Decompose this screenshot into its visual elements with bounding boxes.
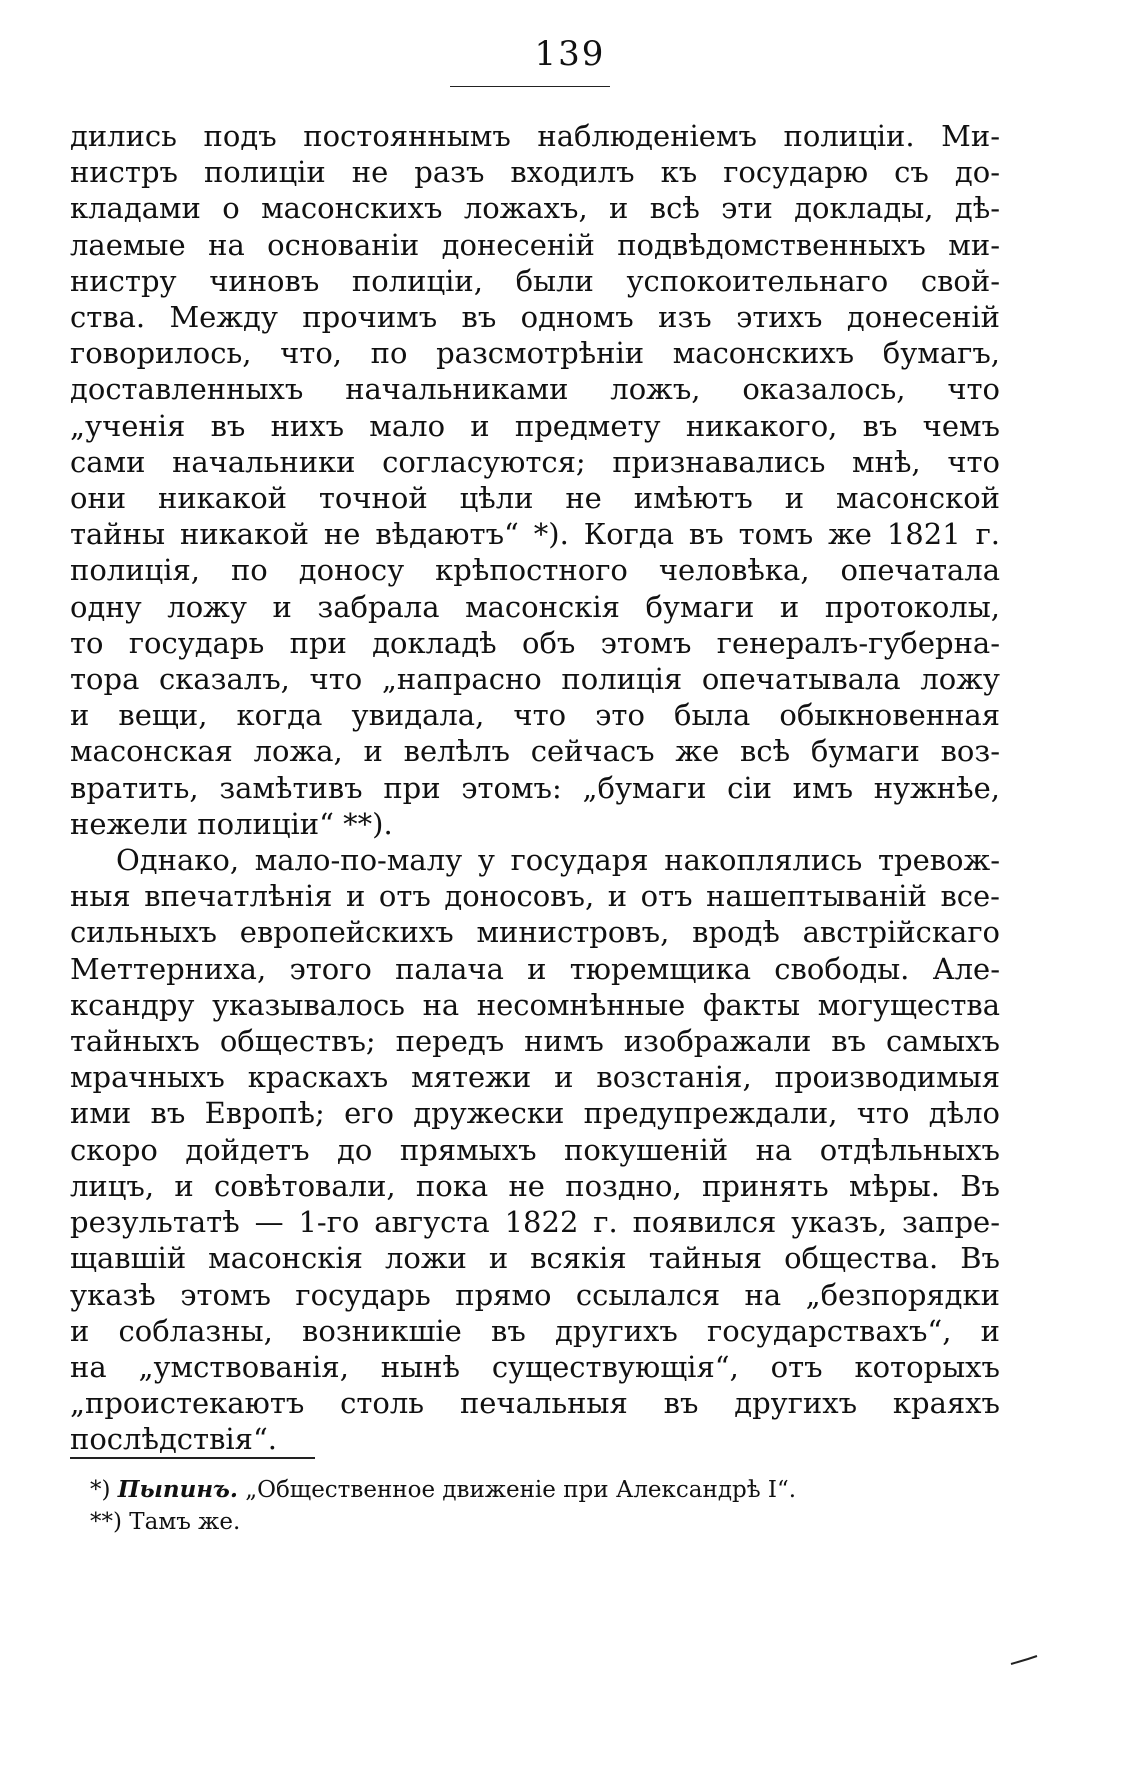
text-line: доставленныхъ начальниками ложъ, оказалось, что	[70, 372, 1000, 407]
text-line: нистру чиновъ полиціи, были успокоительнаго свой-	[70, 263, 1000, 298]
text-line: скоро дойдетъ до прямыхъ покушеній на отдѣльныхъ	[70, 1132, 1000, 1167]
text-line: ими въ Европѣ; его дружески предупреждали, что дѣло	[70, 1096, 1000, 1131]
text-line: говорилось, что, по разсмотрѣніи масонскихъ бумагъ,	[70, 336, 1000, 371]
text-line: результатѣ — 1-го августа 1822 г. появился указъ, запре-	[70, 1205, 1000, 1240]
footnote-text: Тамъ же.	[129, 1509, 241, 1535]
text-line: полиція, по доносу крѣпостного человѣка, опечатала	[70, 553, 1000, 588]
text-line: одну ложу и забрала масонскія бумаги и протоколы,	[70, 589, 1000, 624]
text-line: ныя впечатлѣнія и отъ доносовъ, и отъ нашептываній все-	[70, 879, 1000, 914]
text-line: масонская ложа, и велѣлъ сейчасъ же всѣ бумаги воз-	[70, 734, 1000, 769]
text-line: тайны никакой не вѣдаютъ“ *). Когда въ томъ же 1821 г.	[70, 517, 1000, 552]
text-line: лицъ, и совѣтовали, пока не поздно, принять мѣры. Въ	[70, 1168, 1000, 1203]
body-text	[70, 118, 1000, 1458]
text-line: сами начальники согласуются; признавались мнѣ, что	[70, 444, 1000, 479]
footnote-marker: **)	[90, 1509, 122, 1535]
text-line: тора сказалъ, что „напрасно полиція опечатывала ложу	[70, 662, 1000, 697]
text-line: то государь при докладѣ объ этомъ генералъ-губерна-	[70, 625, 1000, 660]
page-number: 139	[534, 34, 606, 74]
paragraph	[70, 118, 1000, 842]
footnote-author: Пыпинъ.	[117, 1476, 238, 1503]
text-line: „проистекаютъ столь печальныя въ другихъ краяхъ	[70, 1386, 1000, 1421]
print-mark	[1010, 1655, 1038, 1665]
text-line: лаемые на основаніи донесеній подвѣдомственныхъ ми-	[70, 227, 1000, 262]
text-line: вратить, замѣтивъ при этомъ: „бумаги сіи имъ нужнѣе,	[70, 770, 1000, 805]
text-line: дились подъ постояннымъ наблюденіемъ полиціи. Ми-	[70, 119, 1000, 153]
text-line: ксандру указывалось на несомнѣнные факты могущества	[70, 987, 1000, 1022]
text-line: щавшій масонскія ложи и всякія тайныя общества. Въ	[70, 1241, 1000, 1276]
footnote-text: „Общественное движеніе при Александрѣ I“.	[245, 1477, 797, 1503]
text-line: нежели полиціи“ **).	[70, 806, 393, 841]
text-line: ства. Между прочимъ въ одномъ изъ этихъ донесеній	[70, 300, 1000, 335]
text-line: и соблазны, возникшіе въ другихъ государствахъ“, и	[70, 1313, 1000, 1348]
text-line: и вещи, когда увидала, что это была обыкновенная	[70, 698, 1000, 733]
text-line: послѣдствія“.	[70, 1422, 278, 1457]
footnotes	[90, 1474, 990, 1538]
text-line: указѣ этомъ государь прямо ссылался на „безпорядки	[70, 1277, 1000, 1312]
footnote-marker: *)	[90, 1477, 111, 1503]
text-line: Меттерниха, этого палача и тюремщика свободы. Але-	[70, 951, 1000, 986]
footnote	[90, 1506, 990, 1538]
footnote	[90, 1474, 990, 1506]
text-line: кладами о масонскихъ ложахъ, и всѣ эти доклады, дѣ-	[70, 191, 1000, 226]
paragraph	[70, 842, 1000, 1457]
text-line: на „умствованія, нынѣ существующія“, отъ которыхъ	[70, 1349, 1000, 1384]
text-line: „ученія въ нихъ мало и предмету никакого, въ чемъ	[70, 408, 1000, 443]
text-line: нистръ полиціи не разъ входилъ къ государю съ до-	[70, 155, 1000, 190]
text-line: они никакой точной цѣли не имѣютъ и масонской	[70, 481, 1000, 516]
text-line: тайныхъ обществъ; передъ нимъ изображали въ самыхъ	[70, 1024, 1000, 1059]
page-header	[0, 34, 1140, 74]
header-rule	[450, 86, 610, 87]
text-line: мрачныхъ краскахъ мятежи и возстанія, производимыя	[70, 1060, 1000, 1095]
footnote-rule	[70, 1457, 315, 1459]
text-line: сильныхъ европейскихъ министровъ, вродѣ австрійскаго	[70, 915, 1000, 950]
text-line: Однако, мало-по-малу у государя накоплялись тревож-	[116, 843, 1000, 878]
